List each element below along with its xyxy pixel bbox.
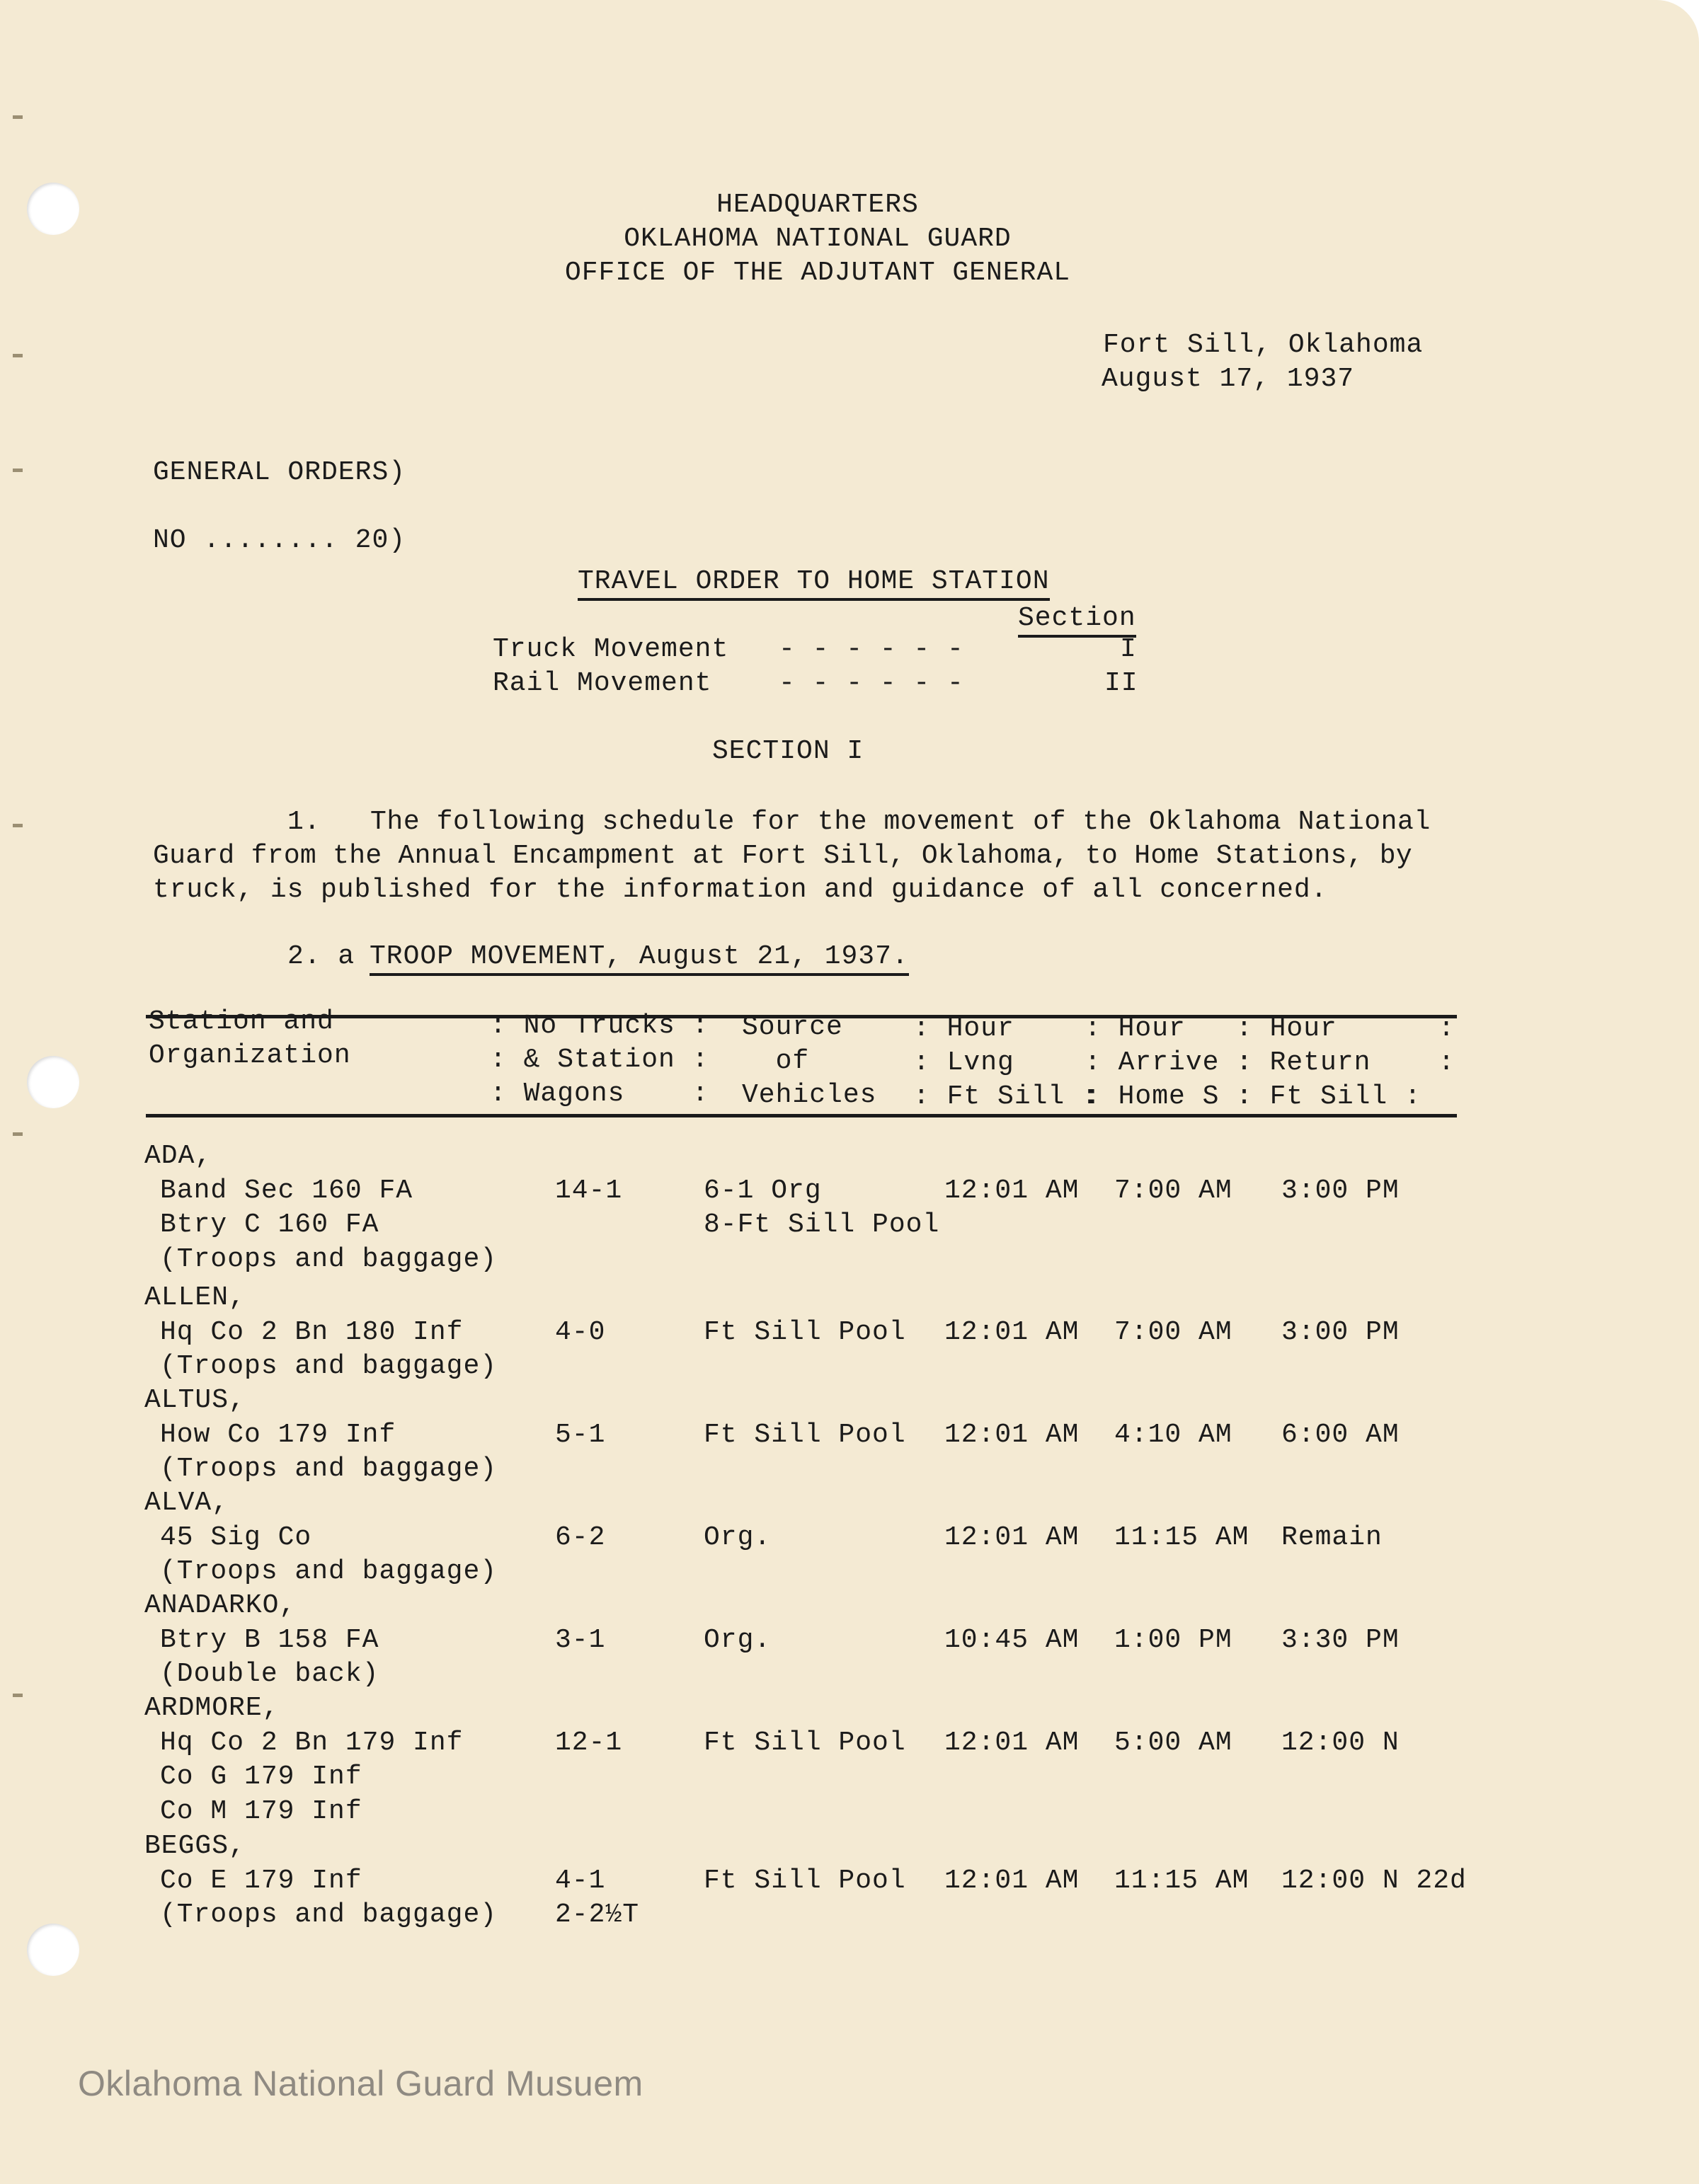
return-time-cell: Remain: [1281, 1522, 1383, 1553]
unit-line: Btry C 160 FA: [160, 1209, 379, 1240]
return-time-cell: 3:30 PM: [1281, 1624, 1400, 1655]
arrive-time-cell: 11:15 AM: [1114, 1522, 1249, 1553]
place: Fort Sill, Oklahoma: [1103, 330, 1424, 360]
paragraph-line: Guard from the Annual Encampment at Fort Sill, Oklahoma, to Home Stations, by: [153, 841, 1412, 871]
header-station: Station and Organization: [149, 1006, 351, 1071]
station-name: ANADARKO,: [144, 1590, 297, 1621]
return-time-cell: 3:00 PM: [1281, 1316, 1400, 1347]
source-cell: Ft Sill Pool: [704, 1865, 906, 1896]
arrive-time-cell: 7:00 AM: [1114, 1316, 1232, 1347]
table-row: [0, 1486, 1699, 1587]
paragraph-line: 1. The following schedule for the movement of the Oklahoma National: [287, 807, 1431, 837]
unit-line: (Double back): [160, 1659, 379, 1689]
return-time-cell: 12:00 N 22d: [1281, 1865, 1467, 1896]
leave-time-cell: 12:01 AM: [944, 1316, 1080, 1347]
letterhead-line: OFFICE OF THE ADJUTANT GENERAL: [564, 258, 1071, 288]
unit-line: 45 Sig Co: [160, 1522, 312, 1553]
station-name: BEGGS,: [144, 1831, 246, 1861]
unit-line: (Troops and baggage): [160, 1454, 498, 1484]
leave-time-cell: 12:01 AM: [944, 1175, 1080, 1206]
table-row: [0, 1139, 1699, 1275]
letterhead-line: HEADQUARTERS: [716, 190, 919, 220]
station-name: ALVA,: [144, 1488, 229, 1518]
toc-label: Truck Movement: [493, 634, 729, 665]
table-header-rule: [146, 1114, 1457, 1117]
unit-line: Hq Co 2 Bn 180 Inf: [160, 1316, 464, 1347]
general-orders-label: GENERAL ORDERS): [153, 457, 406, 488]
leave-time-cell: 12:01 AM: [944, 1522, 1080, 1553]
source-cell: Org.: [704, 1522, 772, 1553]
troop-movement-title: TROOP MOVEMENT, August 21, 1937.: [370, 941, 909, 976]
binder-mark: [13, 824, 23, 827]
unit-line: Btry B 158 FA: [160, 1624, 379, 1655]
leave-time-cell: 12:01 AM: [944, 1865, 1080, 1896]
station-name: ALLEN,: [144, 1282, 246, 1313]
leave-time-cell: 12:01 AM: [944, 1419, 1080, 1450]
table-row: [0, 1384, 1699, 1484]
toc-dashes: - - - - - -: [779, 634, 964, 665]
return-time-cell: 12:00 N: [1281, 1727, 1400, 1758]
unit-line: Co G 179 Inf: [160, 1761, 362, 1792]
arrive-time-cell: 5:00 AM: [1114, 1727, 1232, 1758]
binder-mark: [13, 115, 23, 119]
leave-time-cell: 10:45 AM: [944, 1624, 1080, 1655]
unit-line: (Troops and baggage): [160, 1899, 498, 1930]
order-number: NO ........ 20): [153, 525, 406, 556]
station-name: ADA,: [144, 1141, 212, 1171]
toc-section-heading: Section: [1018, 603, 1136, 638]
toc-section: I: [1120, 634, 1137, 665]
paragraph-2-prefix: 2. a: [287, 941, 355, 972]
table-row: [0, 1829, 1699, 1930]
source-cell: Ft Sill Pool: [704, 1727, 906, 1758]
binder-mark: [13, 1132, 23, 1136]
unit-line: (Troops and baggage): [160, 1351, 498, 1381]
binder-mark: [13, 469, 23, 472]
arrive-time-cell: 1:00 PM: [1114, 1624, 1232, 1655]
toc-label: Rail Movement: [493, 668, 712, 699]
source-cell: 6-1 Org 8-Ft Sill Pool: [704, 1175, 940, 1240]
return-time-cell: 3:00 PM: [1281, 1175, 1400, 1206]
table-row: [0, 1589, 1699, 1689]
header-return: : Hour : : Return : : Ft Sill :: [1236, 1013, 1455, 1112]
leave-time-cell: 12:01 AM: [944, 1727, 1080, 1758]
unit-line: Co E 179 Inf: [160, 1865, 362, 1896]
unit-line: (Troops and baggage): [160, 1556, 498, 1587]
station-name: ALTUS,: [144, 1385, 246, 1415]
date: August 17, 1937: [1102, 364, 1355, 394]
paragraph-line: truck, is published for the information and guidance of all concerned.: [153, 875, 1328, 905]
table-row: [0, 1281, 1699, 1381]
punch-hole: [27, 1056, 79, 1108]
header-arrive: : Hour : Arrive : : Home S :: [1085, 1013, 1254, 1112]
toc-section: II: [1104, 668, 1138, 699]
trucks-cell: 12-1: [555, 1727, 623, 1758]
trucks-cell: 6-2: [555, 1522, 606, 1553]
section-heading: SECTION I: [712, 736, 864, 766]
unit-line: (Troops and baggage): [160, 1243, 498, 1275]
trucks-cell: 3-1: [555, 1624, 606, 1655]
watermark: Oklahoma National Guard Musuem: [78, 2064, 643, 2103]
unit-line: How Co 179 Inf: [160, 1419, 396, 1450]
header-leaving: : Hour : Lvng : Ft Sill :: [913, 1013, 1099, 1112]
trucks-cell: 4-1 2-2½T: [555, 1865, 640, 1930]
header-trucks: : No Trucks : : & Station : : Wagons :: [490, 1011, 709, 1109]
arrive-time-cell: 7:00 AM: [1114, 1175, 1232, 1206]
source-cell: Ft Sill Pool: [704, 1316, 906, 1347]
source-cell: Ft Sill Pool: [704, 1419, 906, 1450]
arrive-time-cell: 4:10 AM: [1114, 1419, 1232, 1450]
arrive-time-cell: 11:15 AM: [1114, 1865, 1249, 1896]
return-time-cell: 6:00 AM: [1281, 1419, 1400, 1450]
toc-dashes: - - - - - -: [779, 668, 964, 699]
table-row: [0, 1691, 1699, 1827]
binder-mark: [13, 354, 23, 357]
unit-line: Hq Co 2 Bn 179 Inf: [160, 1727, 464, 1758]
punch-hole: [27, 1924, 79, 1976]
header-source: Source of Vehicles: [742, 1012, 877, 1110]
source-cell: Org.: [704, 1624, 772, 1655]
trucks-cell: 4-0: [555, 1316, 606, 1347]
station-name: ARDMORE,: [144, 1693, 280, 1723]
trucks-cell: 5-1: [555, 1419, 606, 1450]
unit-line: Co M 179 Inf: [160, 1795, 362, 1827]
letterhead-line: OKLAHOMA NATIONAL GUARD: [624, 224, 1012, 254]
order-title: TRAVEL ORDER TO HOME STATION: [578, 566, 1050, 601]
unit-line: Band Sec 160 FA: [160, 1175, 413, 1206]
trucks-cell: 14-1: [555, 1175, 623, 1206]
